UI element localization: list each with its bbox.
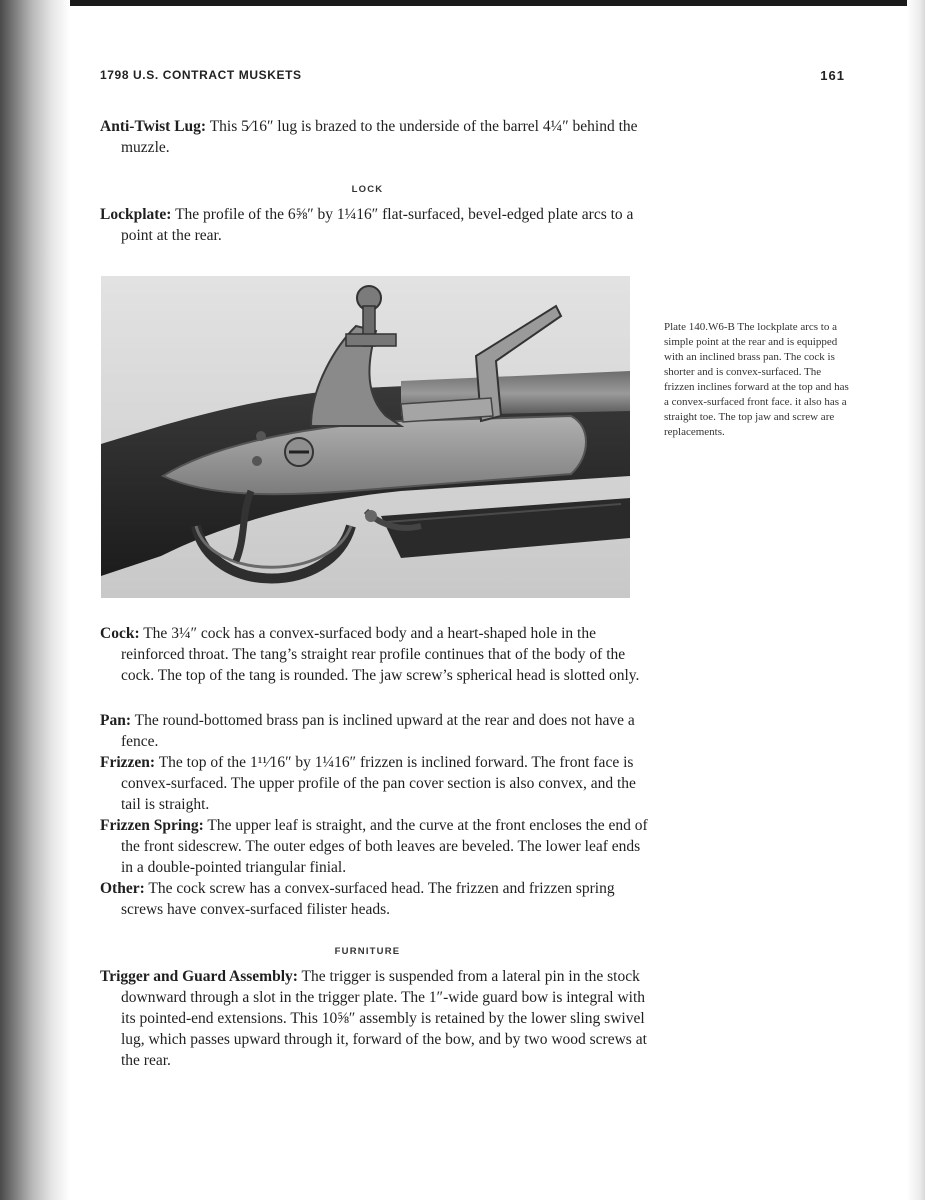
entry-frizzen-spring xyxy=(100,815,656,878)
entry-frizzen xyxy=(100,752,656,815)
entry-text: The cock screw has a convex-surfaced head. The frizzen and frizzen spring screws have convex-surfaced filister heads. xyxy=(121,880,615,918)
page-number: 161 xyxy=(820,68,845,83)
entry-term: Lockplate: xyxy=(100,206,172,223)
lock-illustration xyxy=(101,276,630,598)
page-edge-shadow xyxy=(907,0,925,1200)
section-heading-furniture: FURNITURE xyxy=(334,946,401,957)
entry-term: Pan: xyxy=(100,712,131,729)
lock-photograph xyxy=(101,276,630,598)
entry-term: Frizzen Spring: xyxy=(100,817,204,834)
entry-text: The round-bottomed brass pan is inclined upward at the rear and does not have a fence. xyxy=(121,712,635,750)
running-title: 1798 U.S. CONTRACT MUSKETS xyxy=(100,68,302,82)
figure-caption: Plate 140.W6-B The lockplate arcs to a simple point at the rear and is equipped with an inclined brass pan. The cock is shorter and is convex-surfaced. The frizzen inclines forward at the top and has a convex-surfaced front face. it also has a straight toe. The top jaw and screw are replacements. xyxy=(664,321,849,438)
entry-trigger-and-guard xyxy=(100,966,656,1071)
entry-text: This 5⁄16″ lug is brazed to the underside of the barrel 4¼″ behind the muzzle. xyxy=(121,118,638,156)
book-gutter-shadow xyxy=(0,0,70,1200)
entry-term: Trigger and Guard Assembly: xyxy=(100,968,298,985)
entry-term: Other: xyxy=(100,880,145,897)
entry-term: Cock: xyxy=(100,625,140,642)
scan-top-edge xyxy=(0,0,925,6)
entry-text: The 3¼″ cock has a convex-surfaced body and a heart-shaped hole in the reinforced throat. The tang’s straight rear profile continues that of the body of the cock. The top of the tang is rounded. The jaw screw’s spherical head is slotted only. xyxy=(121,625,640,684)
entry-text: The top of the 1¹¹⁄16″ by 1¼16″ frizzen is inclined forward. The front face is convex-surfaced. The upper profile of the pan cover section is also convex, and the tail is straight. xyxy=(121,754,636,813)
entry-anti-twist-lug xyxy=(100,116,656,158)
entry-other xyxy=(100,878,656,920)
entry-term: Frizzen: xyxy=(100,754,156,771)
entry-text: The profile of the 6⅝″ by 1¼16″ flat-surfaced, bevel-edged plate arcs to a point at the rear. xyxy=(121,206,634,244)
section-heading-lock: LOCK xyxy=(351,184,384,195)
entry-text: The trigger is suspended from a lateral pin in the stock downward through a slot in the trigger plate. The 1″-wide guard bow is integral with its pointed-end extensions. This 10⅝″ assembly is retained by the lower sling swivel lug, which passes upward through it, forward of the bow, and by two wood screws at the rear. xyxy=(121,968,647,1069)
running-header xyxy=(100,68,845,84)
entry-cock xyxy=(100,623,656,686)
entry-text: The upper leaf is straight, and the curve at the front encloses the end of the front sidescrew. The outer edges of both leaves are beveled. The lower leaf ends in a double-pointed triangular finial. xyxy=(121,817,648,876)
entry-pan xyxy=(100,710,656,752)
entry-lockplate xyxy=(100,204,656,246)
entry-term: Anti-Twist Lug: xyxy=(100,118,207,135)
